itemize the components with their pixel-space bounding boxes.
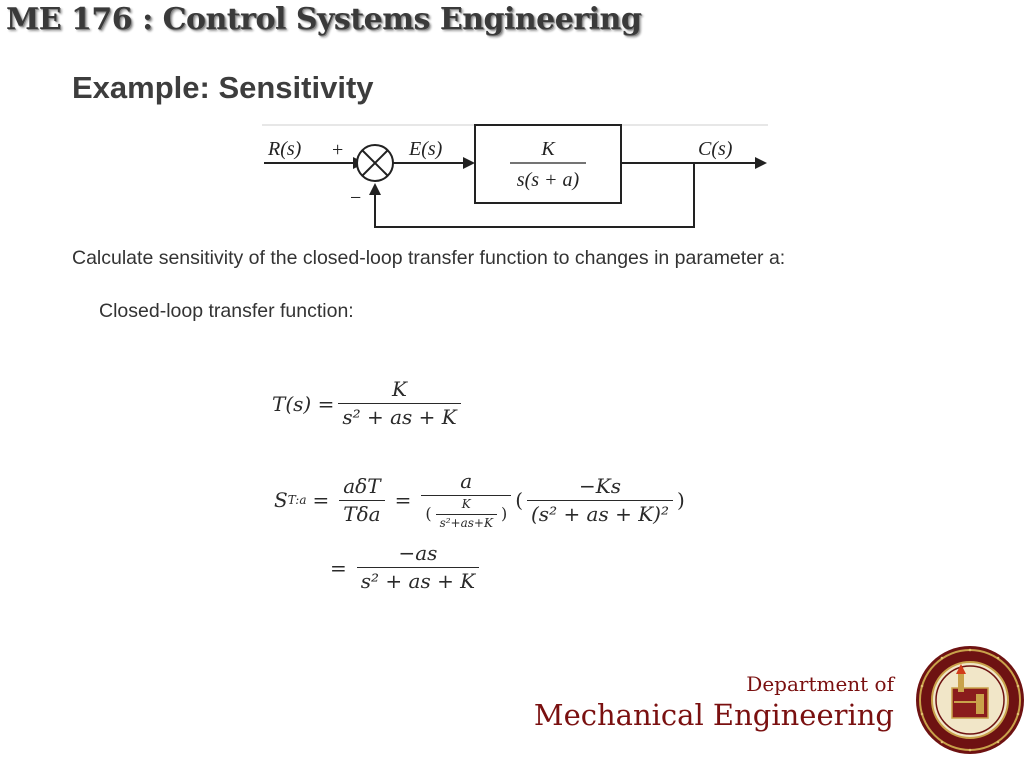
- subheading-text: Closed-loop transfer function:: [99, 300, 354, 322]
- block-numerator: K: [541, 138, 555, 160]
- department-name: Mechanical Engineering: [533, 698, 894, 732]
- eq3-fraction: [357, 542, 479, 593]
- eq2-frac2-numerator: a: [460, 469, 473, 493]
- output-label: C(s): [698, 138, 733, 160]
- error-arrow: [463, 157, 475, 169]
- error-label: E(s): [409, 138, 443, 160]
- input-label: R(s): [268, 138, 302, 160]
- eq2-frac1-denominator: Tδa: [339, 500, 384, 526]
- eq2-subscript: T:a: [287, 493, 307, 508]
- eq1-numerator: K: [392, 377, 407, 401]
- course-title: ME 176 : Control Systems Engineering: [6, 2, 642, 37]
- block-diagram: [262, 122, 774, 234]
- eq2-frac1-numerator: aδT: [343, 473, 381, 498]
- sensitivity-result-equation: [324, 542, 483, 593]
- open-paren: (: [515, 488, 523, 513]
- instruction-text: Calculate sensitivity of the closed-loop transfer function to changes in parameter a:: [72, 247, 786, 269]
- eq3-numerator: −as: [398, 541, 438, 565]
- eq2-inner-numerator: K: [461, 497, 471, 511]
- plus-sign: +: [332, 139, 344, 161]
- eq3-denominator: s² + as + K: [357, 567, 479, 593]
- department-label: Department of: [746, 672, 894, 696]
- eq2-inner-denominator: s²+as+K: [436, 514, 497, 531]
- output-arrow: [755, 157, 767, 169]
- equals-sign: =: [330, 555, 347, 580]
- eq2-frac3-denominator: (s² + as + K)²: [527, 500, 673, 526]
- slide-title: Example: Sensitivity: [72, 70, 374, 105]
- equals-sign: =: [312, 488, 330, 513]
- eq2-frac2-denominator: ( $\frac{K}{\text{s²+as+K}}$ ): [421, 495, 511, 531]
- eq2-fraction-1: [339, 475, 384, 526]
- feedback-arrow: [369, 183, 381, 195]
- college-seal-icon: [914, 644, 1024, 756]
- transfer-function-equation: [272, 378, 465, 429]
- eq2-S: S: [274, 488, 288, 513]
- sensitivity-equation: [274, 470, 685, 531]
- transfer-block: [475, 125, 621, 203]
- eq2-fraction-2: [421, 470, 511, 531]
- eq1-denominator: s² + as + K: [338, 403, 460, 429]
- equals-sign: =: [394, 488, 412, 513]
- minus-sign: −: [350, 187, 362, 209]
- block-denominator: s(s + a): [516, 169, 580, 191]
- close-paren: ): [676, 488, 685, 513]
- eq1-fraction: [338, 378, 460, 429]
- eq2-fraction-3: [527, 475, 673, 526]
- eq2-frac3-numerator: −Ks: [579, 473, 621, 498]
- eq1-lhs: T(s) =: [272, 391, 335, 416]
